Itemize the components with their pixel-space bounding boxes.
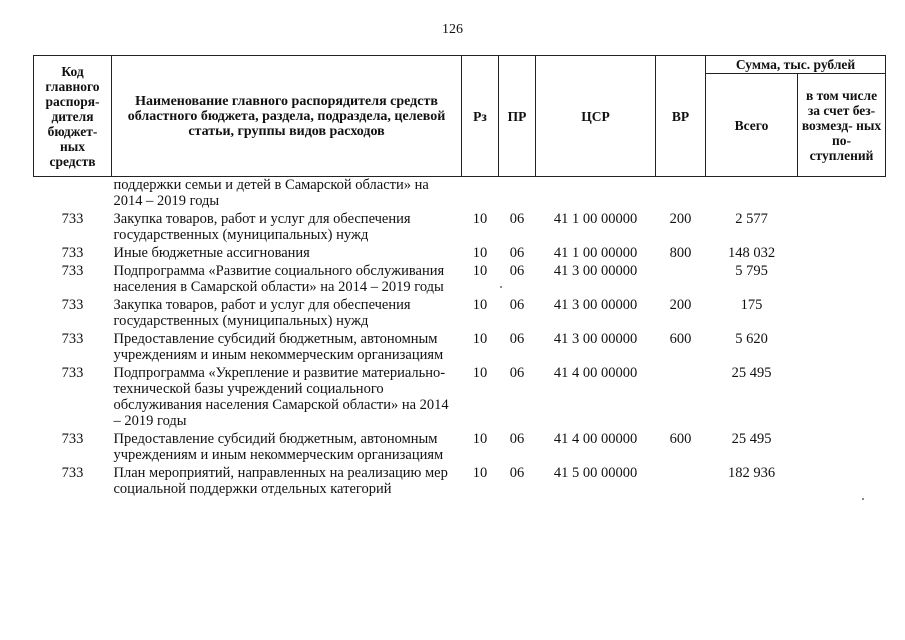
cell-extra — [798, 331, 886, 365]
cell-name: Предоставление субсидий бюджетным, автономным учреждениям и иным некоммерческим организациям — [113, 431, 444, 463]
cell-csr: 41 1 00 00000 — [553, 211, 638, 227]
cell-vr — [656, 465, 706, 499]
cell-total — [706, 177, 798, 212]
cell-name: Закупка товаров, работ и услуг для обеспечения государственных (муниципальных) нужд — [113, 211, 411, 243]
table-row — [34, 245, 886, 263]
cell-vr: 200 — [669, 211, 692, 227]
cell-vr: 200 — [669, 297, 692, 313]
cell-code — [34, 177, 112, 212]
cell-name: Закупка товаров, работ и услуг для обеспечения государственных (муниципальных) нужд — [113, 297, 411, 329]
cell-total: 25 495 — [731, 365, 772, 381]
cell-code: 733 — [61, 297, 84, 313]
table-row — [34, 465, 886, 499]
cell-name: Подпрограмма «Развитие социального обслуживания населения в Самарской области» на 2014 – 2019 годы — [113, 263, 445, 295]
cell-pr: 06 — [509, 263, 525, 279]
cell-extra — [798, 245, 886, 263]
cell-total: 182 936 — [727, 465, 776, 481]
cell-pr: 06 — [509, 431, 525, 447]
cell-name: План мероприятий, направленных на реализацию мер социальной поддержки отдельных категорий — [113, 465, 448, 497]
table-row — [34, 331, 886, 365]
table-body — [34, 177, 886, 500]
cell-csr: 41 4 00 00000 — [553, 365, 638, 381]
cell-code: 733 — [61, 245, 84, 261]
cell-csr: 41 3 00 00000 — [553, 331, 638, 347]
cell-name: Предоставление субсидий бюджетным, автономным учреждениям и иным некоммерческим организациям — [113, 331, 444, 363]
cell-code: 733 — [61, 331, 84, 347]
budget-table — [33, 55, 886, 499]
cell-csr: 41 1 00 00000 — [553, 245, 638, 261]
table-row — [34, 211, 886, 245]
header-sum: Сумма, тыс. рублей — [706, 56, 886, 74]
cell-total: 148 032 — [727, 245, 776, 261]
table-row — [34, 177, 886, 212]
cell-total: 5 620 — [735, 331, 768, 347]
cell-code: 733 — [61, 365, 84, 381]
header-csr: ЦСР — [536, 56, 656, 177]
header-total: Всего — [706, 74, 798, 177]
cell-vr: 600 — [669, 431, 692, 447]
cell-pr: 06 — [509, 465, 525, 481]
table-row — [34, 431, 886, 465]
cell-extra — [798, 263, 886, 297]
cell-rz: 10 — [472, 431, 488, 447]
cell-vr: 600 — [669, 331, 692, 347]
cell-name: Иные бюджетные ассигнования — [113, 245, 310, 261]
scan-speck — [862, 498, 864, 500]
cell-code: 733 — [61, 465, 84, 481]
cell-rz: 10 — [472, 297, 488, 313]
cell-rz: 10 — [472, 465, 488, 481]
cell-extra — [798, 297, 886, 331]
cell-rz: 10 — [472, 263, 488, 279]
cell-vr — [656, 365, 706, 431]
cell-total: 5 795 — [735, 263, 768, 279]
cell-rz: 10 — [472, 211, 488, 227]
cell-vr — [656, 177, 706, 212]
cell-pr: 06 — [509, 245, 525, 261]
cell-extra — [798, 465, 886, 499]
cell-csr: 41 3 00 00000 — [553, 297, 638, 313]
cell-rz — [462, 177, 499, 212]
cell-extra — [798, 211, 886, 245]
cell-pr: 06 — [509, 331, 525, 347]
header-vr: ВР — [656, 56, 706, 177]
cell-vr — [656, 263, 706, 297]
cell-total: 2 577 — [735, 211, 768, 227]
cell-csr — [536, 177, 656, 212]
scan-speck — [500, 286, 502, 288]
cell-extra — [798, 365, 886, 431]
cell-extra — [798, 177, 886, 212]
cell-pr: 06 — [509, 211, 525, 227]
table-row — [34, 365, 886, 431]
cell-pr: 06 — [509, 297, 525, 313]
cell-pr — [499, 177, 536, 212]
cell-vr: 800 — [669, 245, 692, 261]
header-extra: в том числе за счет без- возмезд- ных по- ступлений — [798, 74, 886, 177]
table-header — [34, 56, 886, 177]
cell-rz: 10 — [472, 331, 488, 347]
header-rz: Рз — [462, 56, 499, 177]
cell-pr: 06 — [509, 365, 525, 381]
cell-csr: 41 4 00 00000 — [553, 431, 638, 447]
cell-csr: 41 5 00 00000 — [553, 465, 638, 481]
cell-code: 733 — [61, 211, 84, 227]
cell-csr: 41 3 00 00000 — [553, 263, 638, 279]
cell-code: 733 — [61, 263, 84, 279]
header-code: Код главного распоря- дителя бюджет- ных средств — [34, 56, 112, 177]
cell-total: 175 — [740, 297, 763, 313]
header-pr: ПР — [499, 56, 536, 177]
cell-name: Подпрограмма «Укрепление и развитие материально-технической базы учреждений социального обслуживания населения Самарской области» на 2014 – 2019 годы — [113, 365, 449, 429]
cell-rz: 10 — [472, 365, 488, 381]
page-number: 126 — [442, 22, 463, 37]
cell-rz: 10 — [472, 245, 488, 261]
cell-extra — [798, 431, 886, 465]
table-row — [34, 263, 886, 297]
cell-total: 25 495 — [731, 431, 772, 447]
header-name: Наименование главного распорядителя средств областного бюджета, раздела, подраздела, целевой статьи, группы видов расходов — [112, 56, 462, 177]
cell-code: 733 — [61, 431, 84, 447]
table-row — [34, 297, 886, 331]
cell-name: поддержки семьи и детей в Самарской области» на 2014 – 2019 годы — [113, 177, 429, 209]
